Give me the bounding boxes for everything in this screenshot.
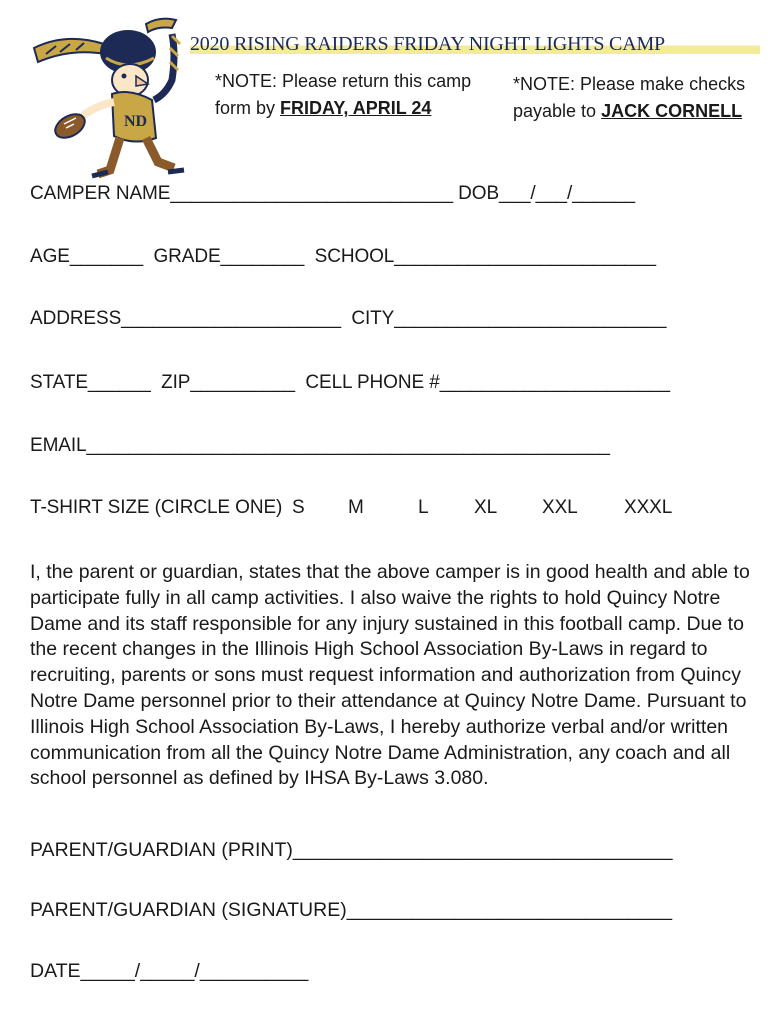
address-field[interactable]: ADDRESS_____________________ xyxy=(30,308,341,329)
size-option-s[interactable]: S xyxy=(292,497,305,518)
raider-mascot-logo xyxy=(26,14,206,186)
payable-note-text: *NOTE: Please make checks payable to xyxy=(513,74,746,121)
camp-title: 2020 RISING RAIDERS FRIDAY NIGHT LIGHTS CAMP xyxy=(190,33,760,56)
grade-field[interactable]: GRADE________ xyxy=(153,246,305,267)
school-field[interactable]: SCHOOL_________________________ xyxy=(314,246,656,267)
row-tshirt-size xyxy=(30,497,684,519)
return-date-note xyxy=(215,68,505,122)
parent-print-name-field[interactable]: PARENT/GUARDIAN (PRINT)___________________________________ xyxy=(30,839,673,861)
row-address-city xyxy=(30,308,666,330)
city-field[interactable]: CITY__________________________ xyxy=(351,308,667,329)
size-option-xxxl[interactable]: XXXL xyxy=(624,497,673,518)
parent-signature-field[interactable]: PARENT/GUARDIAN (SIGNATURE)______________________________ xyxy=(30,899,673,921)
zip-field[interactable]: ZIP__________ xyxy=(161,372,296,393)
payee-name: JACK CORNELL xyxy=(601,101,743,121)
svg-text:ND: ND xyxy=(124,113,148,130)
tshirt-size-label: T-SHIRT SIZE (CIRCLE ONE) xyxy=(30,497,283,518)
return-note-text: *NOTE: Please return this camp form by xyxy=(215,71,472,118)
size-option-xl[interactable]: XL xyxy=(474,497,498,518)
size-option-xxl[interactable]: XXL xyxy=(542,497,578,518)
waiver-paragraph: I, the parent or guardian, states that the above camper is in good health and able to participate fully in all camp activities. I also waive the rights to hold Quincy Notre Dame and its staff responsible for any injury sustained in this football camp. Due to the recent changes in the Illinois High School Association By-Laws in regard to recruiting, parents or sons must request information and authorization from Quincy Notre Dame personnel prior to their attendance at Quincy Notre Dame. Pursuant to Illinois High School Association By-Laws, I hereby authorize verbal and/or written communication from all the Quincy Notre Dame Administration, any coach and all school personnel as defined by IHSA By-Laws 3.080. xyxy=(30,561,750,790)
row-camper-name xyxy=(30,183,635,205)
cell-phone-field[interactable]: CELL PHONE #______________________ xyxy=(305,372,670,393)
row-state-zip-phone xyxy=(30,372,670,394)
row-email xyxy=(30,435,610,457)
row-age-grade-school xyxy=(30,246,656,268)
payable-note xyxy=(513,71,753,125)
dob-field[interactable]: DOB___/___/______ xyxy=(458,183,635,204)
size-option-l[interactable]: L xyxy=(418,497,429,518)
camper-name-field[interactable]: CAMPER NAME___________________________ xyxy=(30,183,453,204)
email-field[interactable]: EMAIL__________________________________________________ xyxy=(30,435,610,456)
date-field[interactable]: DATE_____/_____/__________ xyxy=(30,960,309,982)
size-option-m[interactable]: M xyxy=(348,497,364,518)
state-field[interactable]: STATE______ xyxy=(30,372,151,393)
age-field[interactable]: AGE_______ xyxy=(30,246,144,267)
return-deadline: FRIDAY, APRIL 24 xyxy=(280,98,432,118)
